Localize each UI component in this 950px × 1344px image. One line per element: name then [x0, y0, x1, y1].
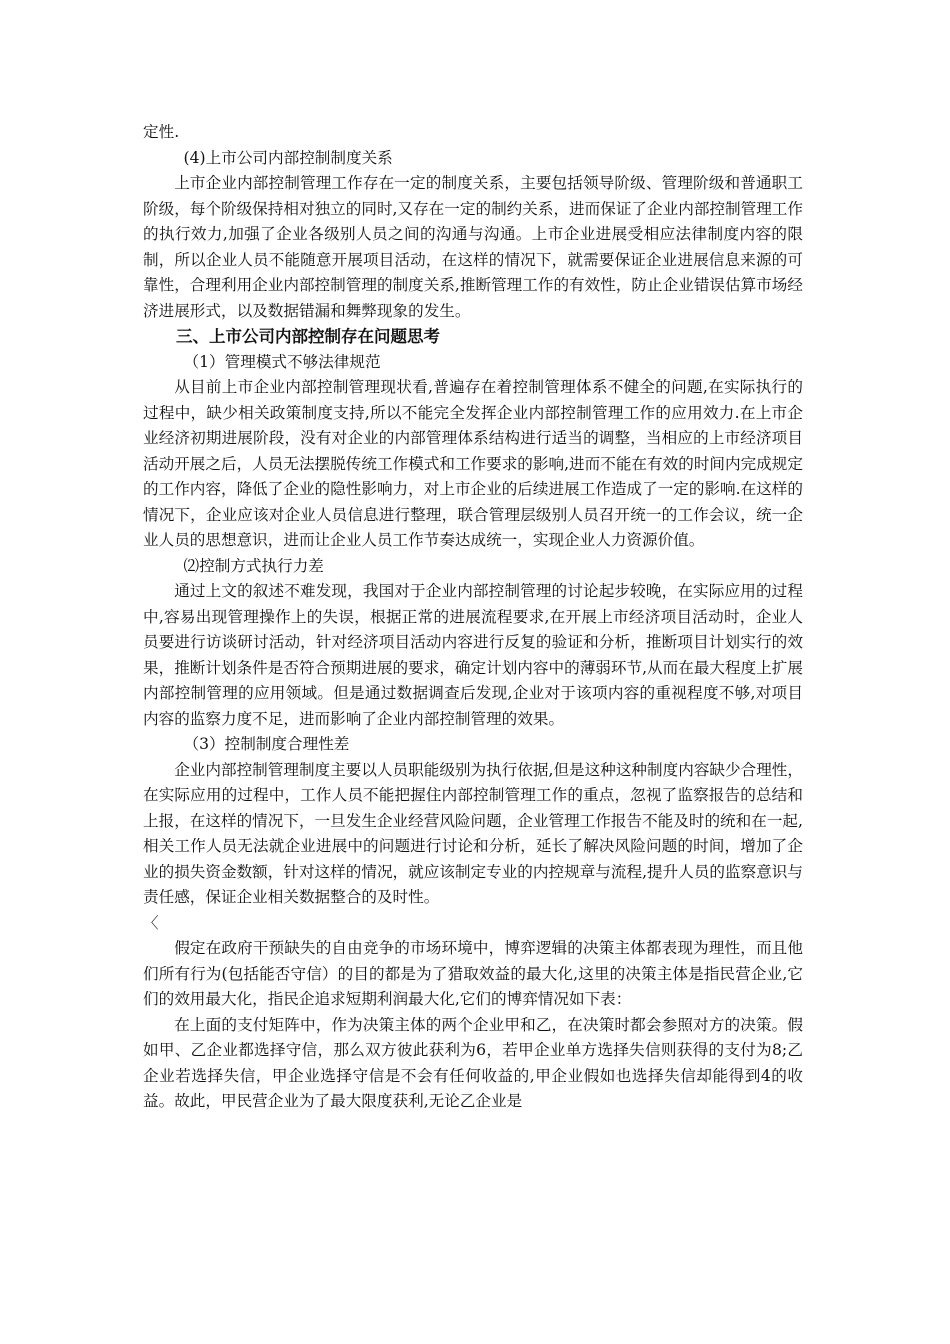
- paragraph: 假定在政府干预缺失的自由竞争的市场环境中，博弈逻辑的决策主体都表现为理性，而且他们所有行为(包括能否守信）的目的都是为了猎取效益的最大化,这里的决策主体是指民营企业,它们的效用最大化，指民企追求短期利润最大化,它们的博弈情况如下表：: [143, 939, 803, 1008]
- paragraph: 上市企业内部控制管理工作存在一定的制度关系，主要包括领导阶级、管理阶级和普通职工阶级，每个阶级保持相对独立的同时,又存在一定的制约关系，进而保证了企业内部控制管理工作的执行效力,加强了企业各级别人员之间的沟通与沟通。上市企业进展受相应法律制度内容的限制，所以企业人员不能随意开展项目活动，在这样的情况下，就需要保证企业进展信息来源的可靠性，合理利用企业内部控制管理的制度关系,推断管理工作的有效性，防止企业错误估算市场经济进展形式，以及数据错漏和舞弊现象的发生。: [143, 174, 803, 320]
- section-subheading: （3）控制制度合理性差: [183, 735, 350, 753]
- section-subheading: (4)上市公司内部控制制度关系: [183, 148, 393, 167]
- text-fragment: 定性.: [143, 123, 180, 141]
- paragraph: 通过上文的叙述不难发现，我国对于企业内部控制管理的讨论起步较晚，在实际应用的过程中,容易出现管理操作上的失误，根据正常的进展流程要求,在开展上市经济项目活动时，企业人员要进行访谈研讨活动，针对经济项目活动内容进行反复的验证和分析，推断项目计划实行的效果，推断计划条件是否符合预期进展的要求，确定计划内容中的薄弱环节,从而在最大程度上扩展内部控制管理的应用领域。但是通过数据调查后发现,企业对于该项内容的重视程度不够,对项目内容的监察力度不足，进而影响了企业内部控制管理的效果。: [143, 582, 803, 728]
- paragraph: 从目前上市企业内部控制管理现状看,普遍存在着控制管理体系不健全的问题,在实际执行的过程中，缺少相关政策制度支持,所以不能完全发挥企业内部控制管理工作的应用效力.在上市企业经济初期进展阶段，没有对企业的内部管理体系结构进行适当的调整，当相应的上市经济项目活动开展之后，人员无法摆脱传统工作模式和工作要求的影响,进而不能在有效的时间内完成规定的工作内容，降低了企业的隐性影响力，对上市企业的后续进展工作造成了一定的影响.在这样的情况下，企业应该对企业人员信息进行整理，联合管理层级别人员召开统一的工作会议，统一企业人员的思想意识，进而让企业人员工作节奏达成统一，实现企业人力资源价值。: [143, 378, 803, 549]
- document-page: [143, 120, 803, 1115]
- section-heading: 三、上市公司内部控制存在问题思考: [176, 327, 440, 346]
- section-subheading: ⑵控制方式执行力差: [183, 556, 324, 575]
- paragraph: 企业内部控制管理制度主要以人员职能级别为执行依据,但是这种这种制度内容缺少合理性，在实际应用的过程中，工作人员不能把握住内部控制管理工作的重点，忽视了监察报告的总结和上报，在这样的情况下，一旦发生企业经营风险问题，企业管理工作报告不能及时的统和在一起,相关工作人员无法就企业进展中的问题进行讨论和分析，延长了解决风险问题的时间，增加了企业的损失资金数额，针对这样的情况，就应该制定专业的内控规章与流程,提升人员的监察意识与责任感，保证企业相关数据整合的及时性。: [143, 760, 803, 906]
- section-subheading: （1）管理模式不够法律规范: [183, 352, 381, 371]
- stray-bracket-mark: 〈: [143, 913, 159, 932]
- paragraph: 在上面的支付矩阵中，作为决策主体的两个企业甲和乙，在决策时都会参照对方的决策。假如甲、乙企业都选择守信，那么双方彼此获利为6，若甲企业单方选择失信则获得的支付为8;乙企业若选择失信，甲企业选择守信是不会有任何收益的,甲企业假如也选择失信却能得到4的收益。故此，甲民营企业为了最大限度获利,无论乙企业是: [143, 1015, 803, 1110]
